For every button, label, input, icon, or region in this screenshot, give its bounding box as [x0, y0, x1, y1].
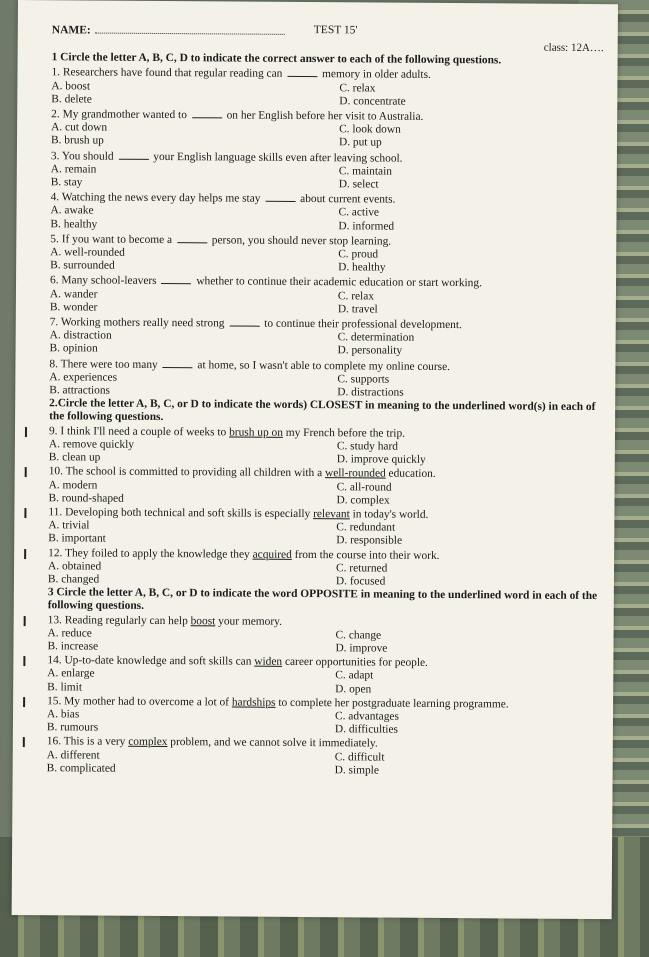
option[interactable]: C. look down	[339, 123, 401, 136]
margin-mark	[25, 427, 27, 437]
options	[50, 205, 602, 235]
options	[48, 479, 600, 509]
question	[49, 425, 601, 468]
option[interactable]: B. changed	[47, 573, 100, 586]
option[interactable]: B. opinion	[49, 342, 98, 356]
option[interactable]: C. relax	[337, 289, 375, 303]
options	[50, 246, 602, 276]
options	[50, 329, 602, 359]
option[interactable]: D. informed	[338, 219, 395, 233]
option[interactable]: A. reduce	[47, 626, 92, 640]
options	[47, 627, 599, 657]
options	[47, 668, 599, 698]
option[interactable]: D. focused	[335, 575, 386, 588]
question-stem: 4. Watching the news every day helps me stay about current events.	[50, 191, 396, 206]
underlined-word: complex	[128, 736, 168, 749]
question-stem: 16. This is a very complex problem, and we cannot solve it immediately.	[46, 735, 378, 750]
option[interactable]: B. healthy	[50, 217, 98, 231]
option[interactable]: B. important	[48, 532, 106, 545]
question	[51, 66, 603, 110]
name-line	[95, 23, 285, 35]
question-stem: 1. Researchers have found that regular reading can memory in older adults.	[51, 66, 431, 82]
option[interactable]: B. surrounded	[50, 259, 115, 272]
options	[51, 80, 603, 110]
underlined-word: well-rounded	[324, 467, 386, 480]
option[interactable]: A. bias	[46, 708, 80, 721]
option[interactable]: A. well-rounded	[50, 246, 125, 259]
option[interactable]: C. advantages	[334, 710, 399, 723]
question	[51, 149, 603, 193]
underlined-word: brush up on	[229, 426, 283, 439]
option[interactable]: B. rumours	[46, 721, 99, 734]
option[interactable]: A. remain	[50, 163, 97, 176]
option[interactable]: B. clean up	[48, 451, 101, 464]
option[interactable]: C. returned	[336, 561, 388, 575]
option[interactable]: D. select	[338, 178, 379, 191]
answer-blank	[229, 317, 259, 327]
answer-blank	[118, 149, 148, 159]
option[interactable]: A. awake	[50, 204, 94, 217]
option[interactable]: D. concentrate	[339, 95, 406, 108]
option[interactable]: D. responsible	[336, 534, 403, 548]
option[interactable]: D. improve quickly	[336, 453, 426, 466]
question-stem: 5. If you want to become a person, you should never stop learning.	[50, 233, 392, 248]
answer-blank	[265, 192, 295, 202]
option[interactable]: B. limit	[47, 680, 83, 694]
option[interactable]: B. delete	[51, 93, 92, 106]
option[interactable]: C. active	[338, 206, 380, 219]
question	[49, 357, 601, 401]
option[interactable]: B. wonder	[49, 301, 98, 314]
section-title: 3 Circle the letter A, B, C, or D to indicate the word OPPOSITE in meaning to the underlined word in each of the following questions.	[47, 586, 598, 613]
answer-blank	[163, 358, 193, 368]
test-paper	[12, 0, 618, 919]
question-stem: 13. Reading regularly can help boost your memory.	[47, 613, 283, 628]
options	[49, 438, 601, 468]
question-stem: 7. Working mothers really need strong to continue their professional development.	[49, 316, 462, 332]
answer-blank	[177, 233, 207, 243]
margin-mark	[24, 508, 26, 518]
option[interactable]: A. cut down	[51, 121, 108, 134]
option[interactable]: B. attractions	[49, 384, 111, 397]
option[interactable]: C. maintain	[338, 165, 393, 178]
option[interactable]: D. personality	[337, 344, 403, 358]
margin-mark	[24, 549, 26, 559]
option[interactable]: B. complicated	[46, 761, 116, 775]
option[interactable]: A. boost	[51, 79, 91, 93]
question-stem: 12. They foiled to apply the knowledge they acquired from the course into their work.	[48, 546, 440, 562]
header	[52, 22, 604, 44]
options	[47, 749, 599, 779]
question	[47, 654, 599, 697]
options	[47, 708, 599, 738]
question	[50, 232, 602, 276]
option[interactable]: D. healthy	[338, 261, 386, 274]
underlined-word: boost	[190, 614, 216, 627]
options	[48, 560, 600, 590]
option[interactable]: B. increase	[47, 640, 99, 653]
option[interactable]: B. stay	[50, 176, 83, 189]
option[interactable]: D. travel	[337, 303, 378, 316]
underlined-word: widen	[254, 655, 283, 669]
question-stem: 10. The school is committed to providing all children with a well-rounded education.	[48, 465, 436, 481]
options	[49, 371, 601, 401]
option[interactable]: D. simple	[334, 763, 379, 777]
option[interactable]: C. redundant	[336, 521, 396, 534]
section	[47, 586, 600, 779]
question-stem: 9. I think I'll need a couple of weeks to brush up on my French before the trip.	[48, 424, 406, 440]
option[interactable]: C. adapt	[335, 669, 374, 682]
margin-mark	[23, 697, 25, 707]
question	[47, 736, 599, 779]
name-field	[52, 22, 285, 39]
name-label: NAME:	[51, 24, 91, 37]
option[interactable]: D. put up	[338, 136, 382, 149]
option[interactable]: A. distraction	[49, 329, 112, 342]
option[interactable]: D. difficulties	[334, 723, 399, 736]
option[interactable]: D. improve	[335, 642, 388, 655]
test-title: TEST 15'	[313, 24, 358, 37]
question	[48, 506, 600, 549]
question-stem: 14. Up-to-date knowledge and soft skills can widen career opportunities for people.	[47, 654, 428, 670]
question-stem: 8. There were too many at home, so I wasn't able to complete my online course.	[49, 357, 451, 373]
options	[51, 163, 603, 193]
class-label: class: 12A….	[543, 41, 604, 55]
test-content	[47, 22, 604, 779]
option[interactable]: C. relax	[339, 81, 376, 95]
margin-mark	[23, 737, 25, 747]
option[interactable]: B. brush up	[50, 134, 104, 148]
margin-mark	[25, 467, 27, 477]
option[interactable]: C. determination	[337, 331, 415, 345]
option[interactable]: C. supports	[337, 373, 390, 386]
option[interactable]: D. complex	[336, 493, 390, 507]
question	[50, 190, 602, 234]
section	[49, 51, 603, 401]
question-stem: 6. Many school-leavers whether to continue their academic education or start working.	[49, 274, 482, 290]
question	[48, 547, 600, 590]
underlined-word: relevant	[313, 507, 350, 521]
option[interactable]: C. proud	[338, 248, 379, 261]
options	[50, 288, 602, 318]
option[interactable]: D. open	[335, 682, 372, 696]
question-stem: 11. Developing both technical and soft skills is especially relevant in today's world.	[48, 506, 429, 521]
option[interactable]: A. wander	[49, 287, 98, 301]
question	[48, 466, 600, 509]
option[interactable]: A. enlarge	[47, 667, 95, 680]
answer-blank	[161, 274, 191, 284]
options	[48, 519, 600, 549]
option[interactable]: A. obtained	[48, 559, 102, 573]
margin-mark	[23, 656, 25, 666]
option[interactable]: B. round-shaped	[48, 491, 124, 505]
underlined-word: hardships	[231, 696, 276, 709]
underlined-word: acquired	[252, 548, 292, 561]
option[interactable]: A. modern	[48, 478, 98, 492]
option[interactable]: C. study hard	[336, 440, 399, 453]
sections	[47, 51, 604, 779]
margin-mark	[24, 616, 26, 626]
option[interactable]: A. trivial	[48, 519, 90, 532]
answer-blank	[287, 67, 317, 77]
option[interactable]: C. all-round	[336, 480, 392, 494]
question	[50, 274, 602, 318]
option[interactable]: D. distractions	[337, 386, 404, 399]
question-stem: 15. My mother had to overcome a lot of hardships to complete her postgraduate learning programme.	[47, 694, 509, 711]
option[interactable]: C. change	[335, 628, 382, 642]
question-stem: 3. You should your English language skills even after leaving school.	[50, 149, 403, 165]
question	[51, 107, 603, 151]
question-stem: 2. My grandmother wanted to on her English before her visit to Australia.	[51, 108, 424, 123]
options	[51, 121, 603, 151]
section-title: 2.Circle the letter A, B, C, or D to indicate the words) CLOSEST in meaning to the underlined word(s) in each of the following questions.	[49, 397, 596, 424]
option[interactable]: A. experiences	[49, 371, 118, 384]
section	[48, 398, 601, 591]
option[interactable]: A. remove quickly	[48, 438, 135, 451]
answer-blank	[192, 108, 222, 118]
question	[50, 315, 602, 359]
question	[47, 695, 599, 738]
section-title: 1 Circle the letter A, B, C, D to indicate the correct answer to each of the following questions.	[51, 51, 502, 67]
option[interactable]: A. different	[46, 748, 100, 762]
option[interactable]: C. difficult	[334, 750, 385, 764]
question	[47, 614, 599, 657]
